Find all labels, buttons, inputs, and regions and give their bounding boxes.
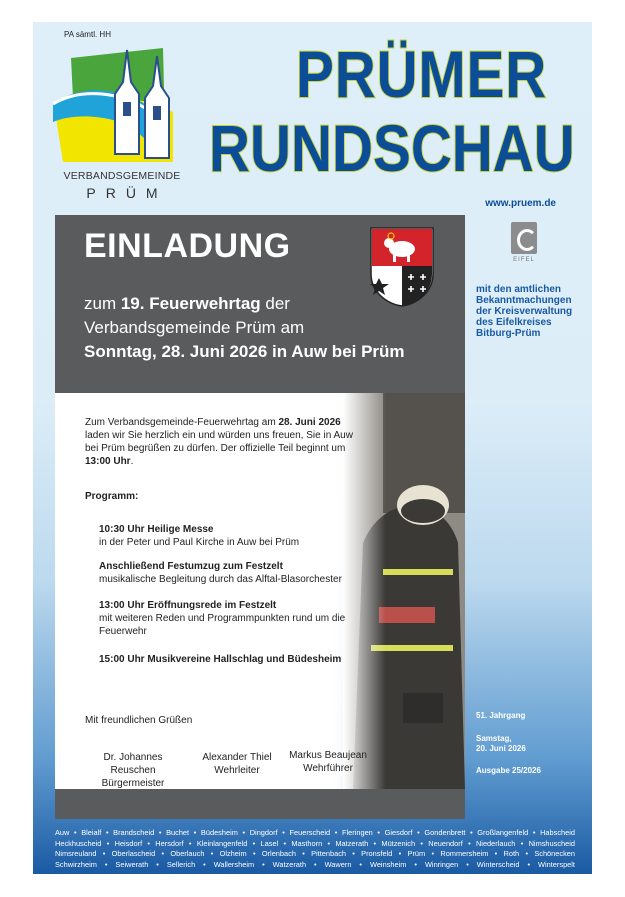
program-item: 15:00 Uhr Musikvereine Hallschlag und Büdesheim	[99, 654, 342, 665]
signature-brigade-leader: Markus Beaujean Wehrführer	[289, 750, 367, 774]
program-item: Anschließend Festumzug zum Festzelt musikalische Begleitung durch das Alftal-Blasorchester	[99, 561, 342, 585]
eifel-badge	[507, 222, 541, 274]
masthead-line-1: PRÜMER	[296, 37, 548, 111]
program-heading: Programm:	[85, 491, 139, 502]
verbandsgemeinde-logo	[53, 42, 189, 172]
invitation-footer-bar	[55, 789, 465, 819]
logo-town: PRÜM	[86, 185, 168, 201]
eifel-label: EIFEL	[513, 257, 535, 263]
issue-date: Samstag, 20. Juni 2026	[476, 734, 526, 753]
masthead-line-2: RUNDSCHAU	[209, 111, 575, 185]
invitation-date-place: Sonntag, 28. Juni 2026 in Auw bei Prüm	[84, 342, 405, 361]
member-towns-list	[55, 828, 575, 870]
distribution-note: PA sämtl. HH	[64, 30, 111, 39]
program-item: 13:00 Uhr Eröffnungsrede im Festzelt mit weiteren Reden und Programmpunkten rund um die Feuerwehr	[99, 600, 346, 637]
greeting: Mit freundlichen Grüßen	[85, 715, 193, 726]
coat-of-arms-icon	[369, 226, 435, 308]
invitation-subtitle-2: Verbandsgemeinde Prüm am	[84, 318, 305, 337]
towns-line: Schwirzheim • Seiwerath • Sellerich • Wallersheim • Watzerath • Wawern • Weinsheim • Winringen • Winterscheid • Winterspelt	[55, 859, 575, 869]
logo-caption: VERBANDSGEMEINDE	[63, 170, 181, 182]
official-notices-note: mit den amtlichen Bekanntmachungen der Kreisverwaltung des Eifelkreises Bitburg-Prüm	[476, 284, 573, 339]
program-item: 10:30 Uhr Heilige Messe in der Peter und Paul Kirche in Auw bei Prüm	[99, 524, 300, 548]
volume: 51. Jahrgang	[476, 711, 526, 720]
website-link[interactable]: www.pruem.de	[485, 198, 556, 209]
invitation-title: EINLADUNG	[84, 227, 291, 265]
invitation-header-box	[55, 215, 465, 393]
towns-line: Heckhuscheid • Heisdorf • Hersdorf • Kleinlangenfeld • Lasel • Masthorn • Matzerath • Mützenich • Neuendorf • Niederlauch • Nimshuscheid	[55, 838, 575, 848]
towns-line: Nimsreuland • Oberlascheid • Oberlauch • Olzheim • Orlenbach • Pittenbach • Pronsfeld • Prüm • Rommersheim • Roth • Schönecken	[55, 849, 575, 858]
eifel-e-icon	[511, 222, 537, 254]
intro-paragraph: Zum Verbandsgemeinde-Feuerwehrtag am 28. Juni 2026 laden wir Sie herzlich ein und würden uns freuen, Sie in Auw bei Prüm begrüßen zu dürfen. Der offizielle Teil beginnt um 13:00 Uhr.	[85, 417, 353, 467]
invitation-body	[55, 393, 465, 789]
towns-line: Auw • Bleialf • Brandscheid • Buchet • Büdesheim • Dingdorf • Feuerscheid • Fleringen • Giesdorf • Gondenbrett • Großlangenfeld • Habscheid	[55, 828, 575, 837]
signature-fire-chief: Alexander Thiel Wehrleiter	[202, 752, 272, 776]
invitation-subtitle-1: zum 19. Feuerwehrtag der	[84, 294, 290, 313]
newspaper-front-page	[33, 22, 592, 874]
issue-number: Ausgabe 25/2026	[476, 766, 541, 775]
signature-mayor: Dr. Johannes Reuschen Bürgermeister	[101, 752, 165, 789]
